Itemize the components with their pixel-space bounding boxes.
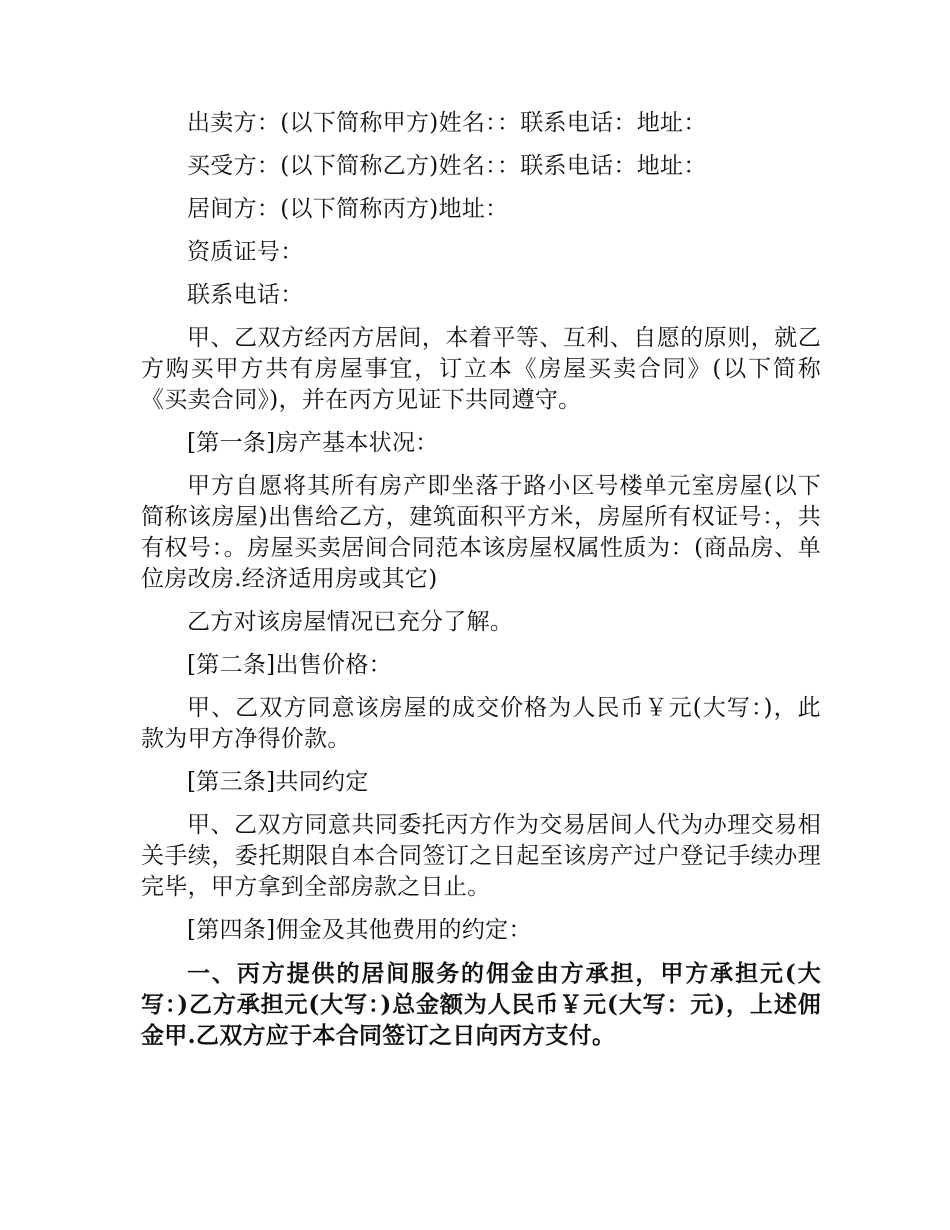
article-1-body: 甲方自愿将其所有房产即坐落于路小区号楼单元室房屋(以下简称该房屋)出售给乙方，建筑面积平方米，房屋所有权证号：，共有权号：。房屋买卖居间合同范本该房屋权属性质为：(商品房、单位房改房.经济适用房或其它) xyxy=(141,473,821,592)
article-4-heading: [第四条]佣金及其他费用的约定： xyxy=(187,917,532,943)
article-1-note: 乙方对该房屋情况已充分了解。 xyxy=(187,609,514,635)
article-3-heading: [第三条]共同约定 xyxy=(187,769,369,795)
article-4-clause-1: 一、丙方提供的居间服务的佣金由方承担，甲方承担元(大写：)乙方承担元(大写：)总金额为人民币￥元(大写：元)，上述佣金甲.乙双方应于本合同签订之日向丙方支付。 xyxy=(141,960,821,1049)
article-3-body: 甲、乙双方同意共同委托丙方作为交易居间人代为办理交易相关手续，委托期限自本合同签订之日起至该房产过户登记手续办理完毕，甲方拿到全部房款之日止。 xyxy=(141,812,821,900)
article-2-heading: [第二条]出售价格： xyxy=(187,652,392,678)
article-1-heading: [第一条]房产基本状况： xyxy=(187,430,439,456)
seller-info: 出卖方：(以下简称甲方)姓名：：联系电话：地址： xyxy=(187,110,707,136)
preamble-paragraph: 甲、乙双方经丙方居间，本着平等、互利、自愿的原则，就乙方购买甲方共有房屋事宜，订立本《房屋买卖合同》(以下简称《买卖合同》)，并在丙方见证下共同遵守。 xyxy=(141,325,821,413)
buyer-info: 买受方：(以下简称乙方)姓名：：联系电话：地址： xyxy=(187,153,707,179)
contact-phone: 联系电话： xyxy=(187,282,304,308)
license-number: 资质证号： xyxy=(187,239,304,265)
intermediary-info: 居间方：(以下简称丙方)地址： xyxy=(187,196,509,222)
article-2-body: 甲、乙双方同意该房屋的成交价格为人民币￥元(大写：)，此款为甲方净得价款。 xyxy=(141,695,821,752)
document-body xyxy=(141,108,821,1063)
